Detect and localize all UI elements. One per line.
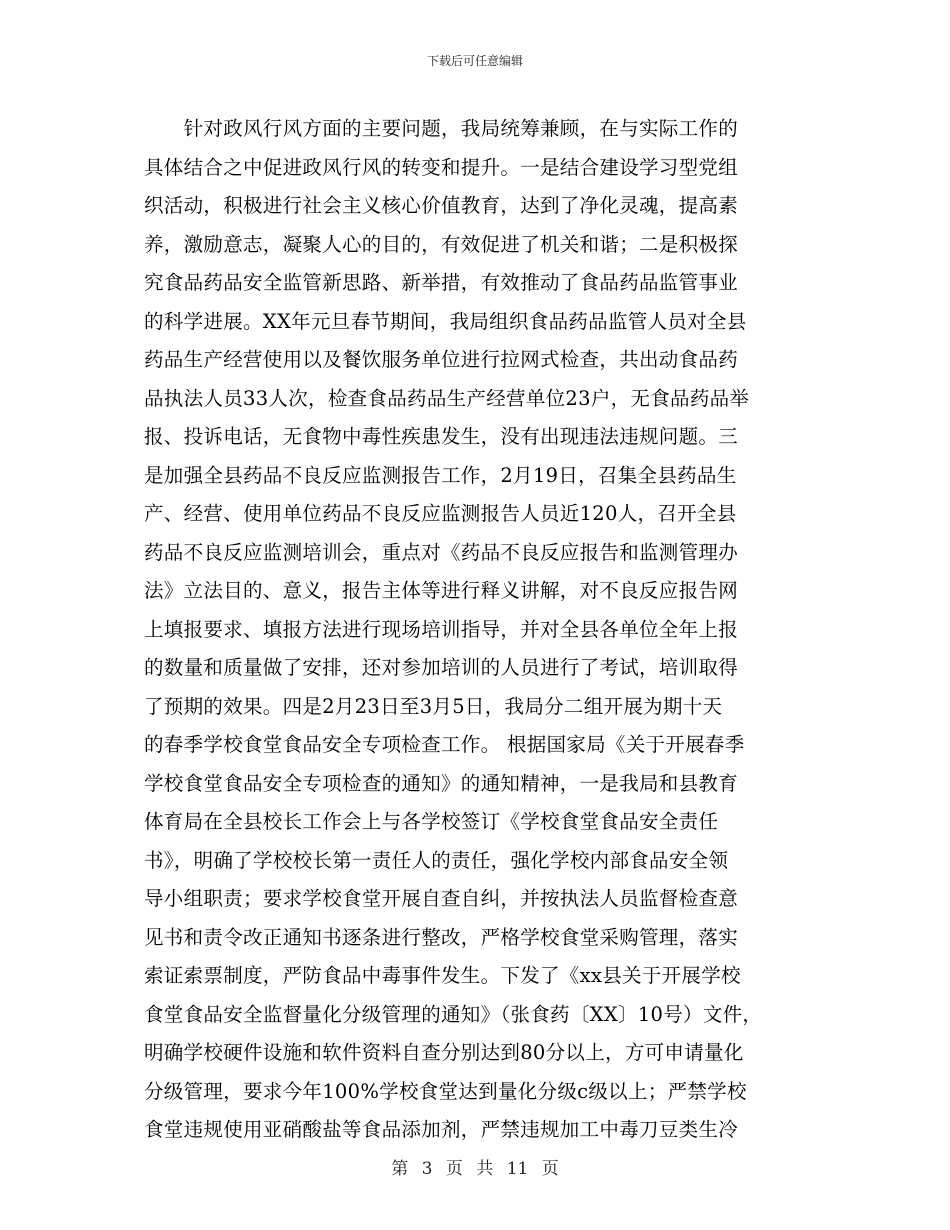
text-line: 养，激励意志，凝聚人心的目的，有效促进了机关和谐；二是积极探 bbox=[144, 232, 739, 256]
text-line: 的数量和质量做了安排，还对参加培训的人员进行了考试，培训取得 bbox=[144, 656, 739, 679]
text-line: 明确学校硬件设施和软件资料自查分别达到80分以上，方可申请量化 bbox=[144, 1041, 744, 1064]
text-line: 产、经营、使用单位药品不良反应监测报告人员近120人，召开全县 bbox=[144, 502, 737, 525]
text-line: 具体结合之中促进政风行风的转变和提升。一是结合建设学习型党组 bbox=[144, 155, 739, 179]
text-line: 药品不良反应监测培训会，重点对《药品不良反应报告和监测管理办 bbox=[144, 540, 739, 564]
text-line: 食堂食品安全监督量化分级管理的通知》（张食药〔XX〕10号）文件， bbox=[144, 1002, 763, 1026]
text-line: 索证索票制度，严防食品中毒事件发生。下发了《xx县关于开展学校 bbox=[144, 964, 741, 987]
text-line: 见书和责令改正通知书逐条进行整改，严格学校食堂采购管理，落实 bbox=[144, 925, 739, 949]
text-line: 的科学进展。XX年元旦春节期间，我局组织食品药品监管人员对全县 bbox=[144, 309, 747, 333]
text-line: 报、投诉电话，无食物中毒性疾患发生，没有出现违法违规问题。三 bbox=[144, 425, 739, 448]
text-line: 食堂违规使用亚硝酸盐等食品添加剂，严禁违规加工中毒刀豆类生冷 bbox=[144, 1118, 739, 1141]
text-line: 导小组职责；要求学校食堂开展自查自纠，并按执法人员监督检查意 bbox=[144, 887, 739, 910]
text-line: 上填报要求、填报方法进行现场培训指导，并对全县各单位全年上报 bbox=[144, 617, 739, 641]
text-line: 的春季学校食堂食品安全专项检查工作。 根据国家局《关于开展春季 bbox=[144, 733, 745, 756]
text-line: 了预期的效果。四是2月23日至3月5日，我局分二组开展为期十天 bbox=[144, 694, 723, 718]
page-header: 下载后可任意编辑 bbox=[426, 54, 523, 68]
text-line: 药品生产经营使用以及餐饮服务单位进行拉网式检查，共出动食品药 bbox=[144, 348, 739, 371]
text-line: 是加强全县药品不良反应监测报告工作，2月19日，召集全县药品生 bbox=[144, 463, 737, 487]
text-line: 织活动，积极进行社会主义核心价值教育，达到了净化灵魂，提高素 bbox=[144, 194, 739, 217]
text-line: 体育局在全县校长工作会上与各学校签订《学校食堂食品安全责任 bbox=[144, 810, 719, 833]
text-line: 究食品药品安全监管新思路、新举措，有效推动了食品药品监管事业 bbox=[144, 271, 739, 294]
page-footer: 第 3 页 共 11 页 bbox=[391, 1159, 559, 1179]
text-line: 法》立法目的、意义，报告主体等进行释义讲解，对不良反应报告网 bbox=[144, 579, 739, 602]
text-line: 分级管理，要求今年100%学校食堂达到量化分级c级以上；严禁学校 bbox=[144, 1079, 747, 1103]
text-line: 学校食堂食品安全专项检查的通知》的通知精神，一是我局和县教育 bbox=[144, 771, 739, 795]
text-line: 针对政风行风方面的主要问题，我局统筹兼顾，在与实际工作的 bbox=[144, 117, 739, 140]
text-line: 书》，明确了学校校长第一责任人的责任，强化学校内部食品安全领 bbox=[144, 848, 729, 872]
body-paragraph bbox=[144, 110, 824, 1150]
text-line: 品执法人员33人次，检查食品药品生产经营单位23户，无食品药品举 bbox=[144, 386, 750, 410]
